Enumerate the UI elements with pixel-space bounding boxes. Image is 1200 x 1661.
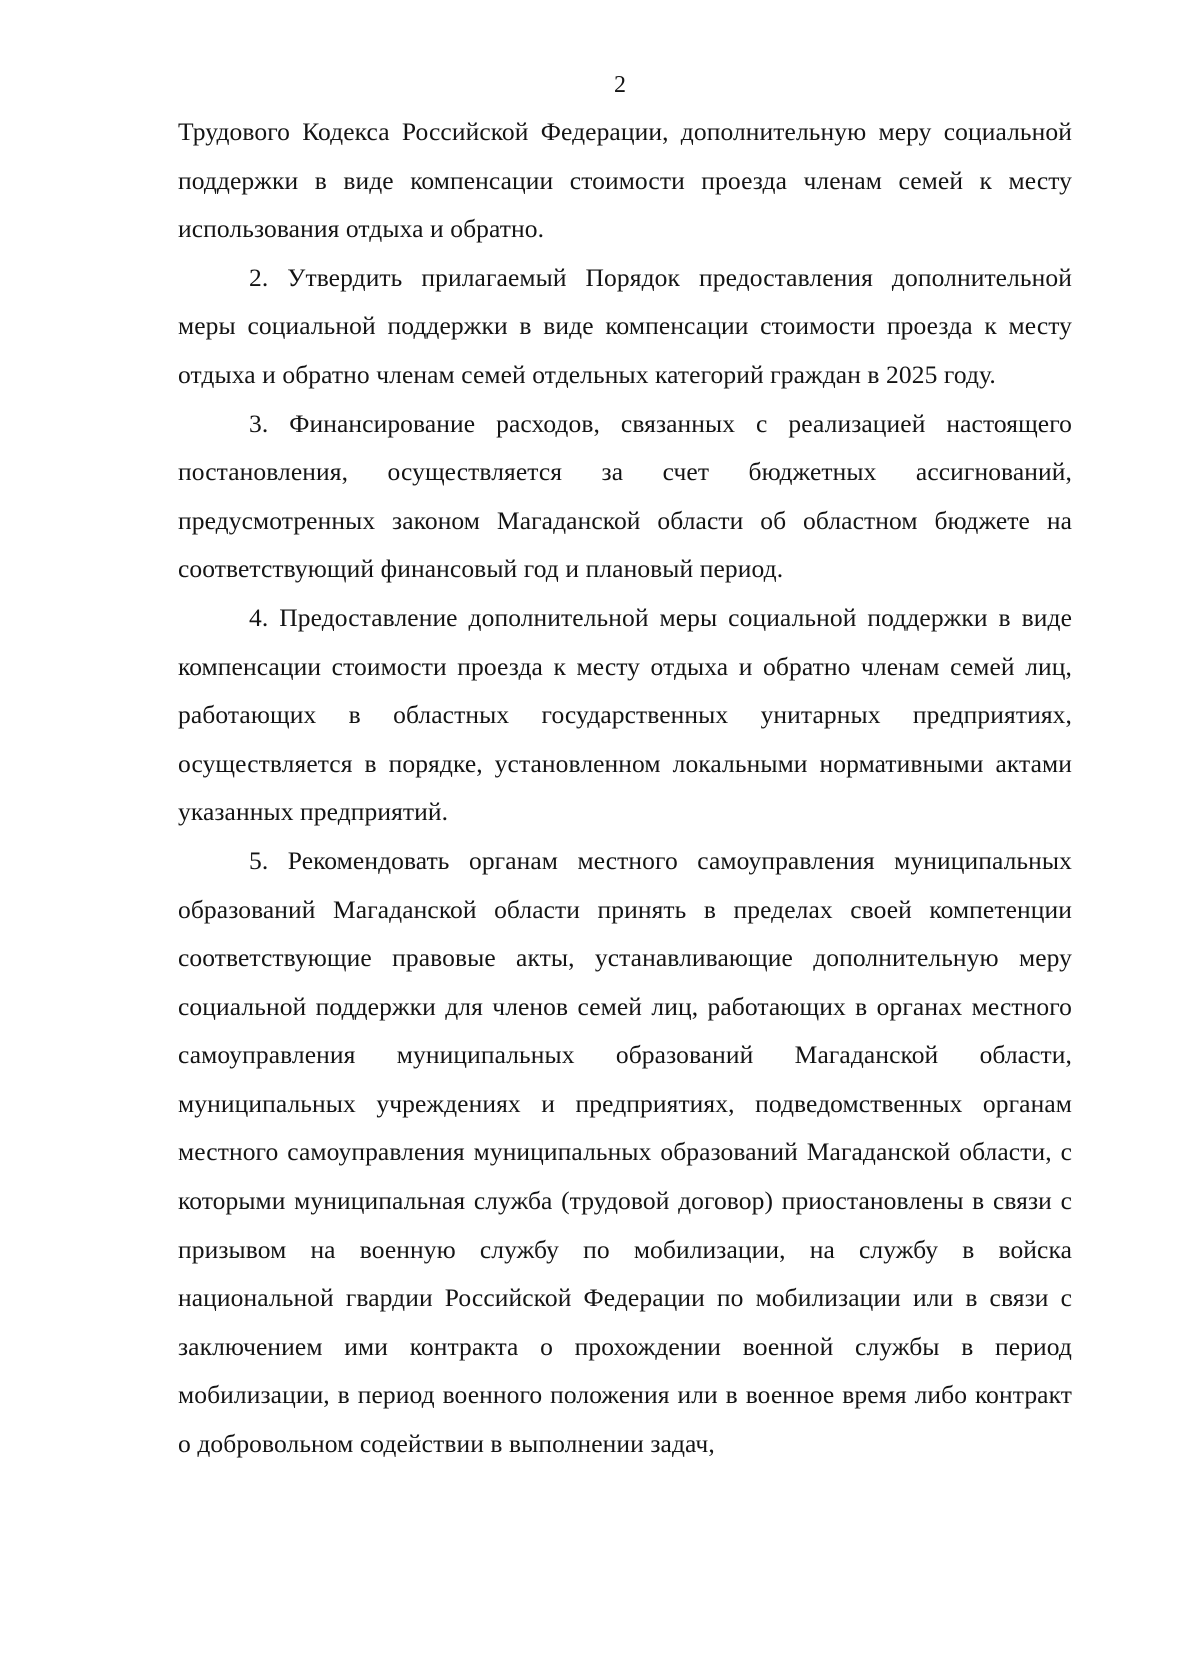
paragraph-item-5: 5. Рекомендовать органам местного самоуправления муниципальных образований Магаданской области принять в пределах своей компетенции соответствующие правовые акты, устанавливающие дополнительную меру социальной поддержки для членов семей лиц, работающих в органах местного самоуправления муниципальных образований Магаданской области, муниципальных учреждениях и предприятиях, подведомственных органам местного самоуправления муниципальных образований Магаданской области, с которыми муниципальная служба (трудовой договор) приостановлены в связи с призывом на военную службу по мобилизации, на службу в войска национальной гвардии Российской Федерации по мобилизации или в связи с заключением ими контракта о прохождении военной службы в период мобилизации, в период военного положения или в военное время либо контракт о добровольном содействии в выполнении задач, — [178, 845, 1072, 1459]
document-body — [178, 108, 1072, 1469]
paragraph-item-3: 3. Финансирование расходов, связанных с реализацией настоящего постановления, осуществляется за счет бюджетных ассигнований, предусмотренных законом Магаданской области об областном бюджете на соответствующий финансовый год и плановый период. — [178, 408, 1072, 584]
paragraph-continuation: Трудового Кодекса Российской Федерации, дополнительную меру социальной поддержки в виде компенсации стоимости проезда членам семей к месту использования отдыха и обратно. — [178, 117, 1072, 244]
paragraph-item-2: 2. Утвердить прилагаемый Порядок предоставления дополнительной меры социальной поддержки в виде компенсации стоимости проезда к месту отдыха и обратно членам семей отдельных категорий граждан в 2025 году. — [178, 262, 1072, 389]
paragraph-item-4: 4. Предоставление дополнительной меры социальной поддержки в виде компенсации стоимости проезда к месту отдыха и обратно членам семей лиц, работающих в областных государственных унитарных предприятиях, осуществляется в порядке, установленном локальными нормативными актами указанных предприятий. — [178, 602, 1072, 827]
page-number: 2 — [614, 72, 626, 98]
